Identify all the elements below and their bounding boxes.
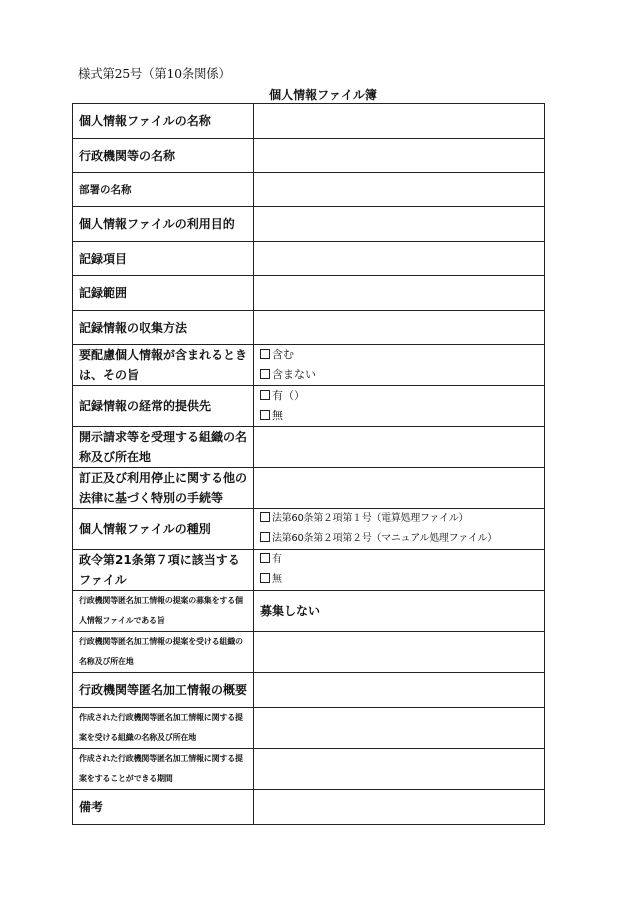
row-value-options: [254, 386, 545, 427]
row-label: 個人情報ファイルの種別: [73, 509, 254, 550]
row-label: 作成された行政機関等匿名加工情報に関する提案を受ける組織の名称及び所在地: [73, 708, 254, 749]
close-paren: ）: [294, 389, 305, 402]
table-row: [73, 790, 545, 825]
table-row: [73, 345, 545, 386]
row-value-options: [254, 550, 545, 591]
form-title-text: 個人情報ファイル簿: [269, 88, 377, 102]
row-label: 部署の名称: [73, 173, 254, 207]
row-label: 記録項目: [73, 242, 254, 276]
checkbox-option[interactable]: [260, 550, 538, 570]
personal-info-file-register-table: [72, 103, 545, 825]
table-row: [73, 173, 545, 207]
checkbox-option[interactable]: [260, 345, 538, 365]
table-row: [73, 311, 545, 345]
table-row: [73, 242, 545, 276]
row-value-field[interactable]: [254, 708, 545, 749]
table-row: [73, 276, 545, 311]
row-label: 開示請求等を受理する組織の名称及び所在地: [73, 427, 254, 468]
row-value-options: [254, 345, 545, 386]
row-value-field[interactable]: [254, 673, 545, 708]
row-label: 政令第21条第７項に該当するファイル: [73, 550, 254, 591]
table-row: [73, 749, 545, 790]
option-label: 無: [272, 574, 282, 585]
table-row: [73, 708, 545, 749]
row-value-field[interactable]: [254, 427, 545, 468]
row-value-field[interactable]: [254, 311, 545, 345]
option-label: 無: [272, 409, 283, 422]
row-value-field[interactable]: [254, 139, 545, 173]
row-label: 訂正及び利用停止に関する他の法律に基づく特別の手続等: [73, 468, 254, 509]
row-label: 行政機関等匿名加工情報の概要: [73, 673, 254, 708]
option-label: 法第60条第２項第１号（電算処理ファイル）: [272, 513, 469, 524]
checkbox-icon[interactable]: [260, 369, 270, 379]
table-row: [73, 139, 545, 173]
form-number: 様式第25号（第10条関係）: [78, 66, 231, 81]
checkbox-option[interactable]: [260, 406, 538, 426]
table-row: [73, 673, 545, 708]
row-label: 要配慮個人情報が含まれるときは、その旨: [73, 345, 254, 386]
row-label: 作成された行政機関等匿名加工情報に関する提案をすることができる期間: [73, 749, 254, 790]
row-value-field[interactable]: [254, 104, 545, 139]
row-value-field[interactable]: [254, 790, 545, 825]
option-label: 法第60条第２項第２号（マニュアル処理ファイル）: [272, 533, 497, 544]
checkbox-option[interactable]: [260, 365, 538, 385]
checkbox-icon[interactable]: [260, 410, 270, 420]
row-value-field[interactable]: [254, 207, 545, 242]
row-label: 備考: [73, 790, 254, 825]
row-value-field[interactable]: [254, 468, 545, 509]
row-value-field[interactable]: [254, 242, 545, 276]
row-value-field[interactable]: [254, 173, 545, 207]
option-label: 有: [272, 554, 282, 565]
table-row: [73, 632, 545, 673]
checkbox-icon[interactable]: [260, 532, 270, 542]
option-label: 含む: [272, 348, 294, 361]
checkbox-icon[interactable]: [260, 349, 270, 359]
row-label: 行政機関等の名称: [73, 139, 254, 173]
row-label: 個人情報ファイルの利用目的: [73, 207, 254, 242]
option-label: 含まない: [272, 368, 316, 381]
checkbox-option[interactable]: [260, 529, 538, 549]
row-label: 記録情報の収集方法: [73, 311, 254, 345]
table-row: [73, 550, 545, 591]
row-value-options: [254, 509, 545, 550]
table-row: [73, 104, 545, 139]
checkbox-icon[interactable]: [260, 512, 270, 522]
option-label: 有（: [272, 389, 294, 402]
table-row: [73, 509, 545, 550]
checkbox-option[interactable]: [260, 386, 538, 406]
row-value-field[interactable]: [254, 749, 545, 790]
row-value-field[interactable]: [254, 632, 545, 673]
table-row: [73, 386, 545, 427]
recruitment-status: 募集しない: [260, 603, 321, 618]
row-label: 行政機関等匿名加工情報の提案の募集をする個人情報ファイルである旨: [73, 591, 254, 632]
checkbox-option[interactable]: [260, 509, 538, 529]
checkbox-icon[interactable]: [260, 390, 270, 400]
row-label: 記録範囲: [73, 276, 254, 311]
table-row: [73, 468, 545, 509]
table-row: [73, 591, 545, 632]
row-label: 記録情報の経常的提供先: [73, 386, 254, 427]
row-value-field[interactable]: [254, 276, 545, 311]
checkbox-icon[interactable]: [260, 573, 270, 583]
form-title: [0, 86, 630, 103]
checkbox-icon[interactable]: [260, 553, 270, 563]
table-row: [73, 427, 545, 468]
table-row: [73, 207, 545, 242]
row-label: 個人情報ファイルの名称: [73, 104, 254, 139]
row-value-field[interactable]: [254, 591, 545, 632]
checkbox-option[interactable]: [260, 570, 538, 590]
row-label: 行政機関等匿名加工情報の提案を受ける組織の名称及び所在地: [73, 632, 254, 673]
